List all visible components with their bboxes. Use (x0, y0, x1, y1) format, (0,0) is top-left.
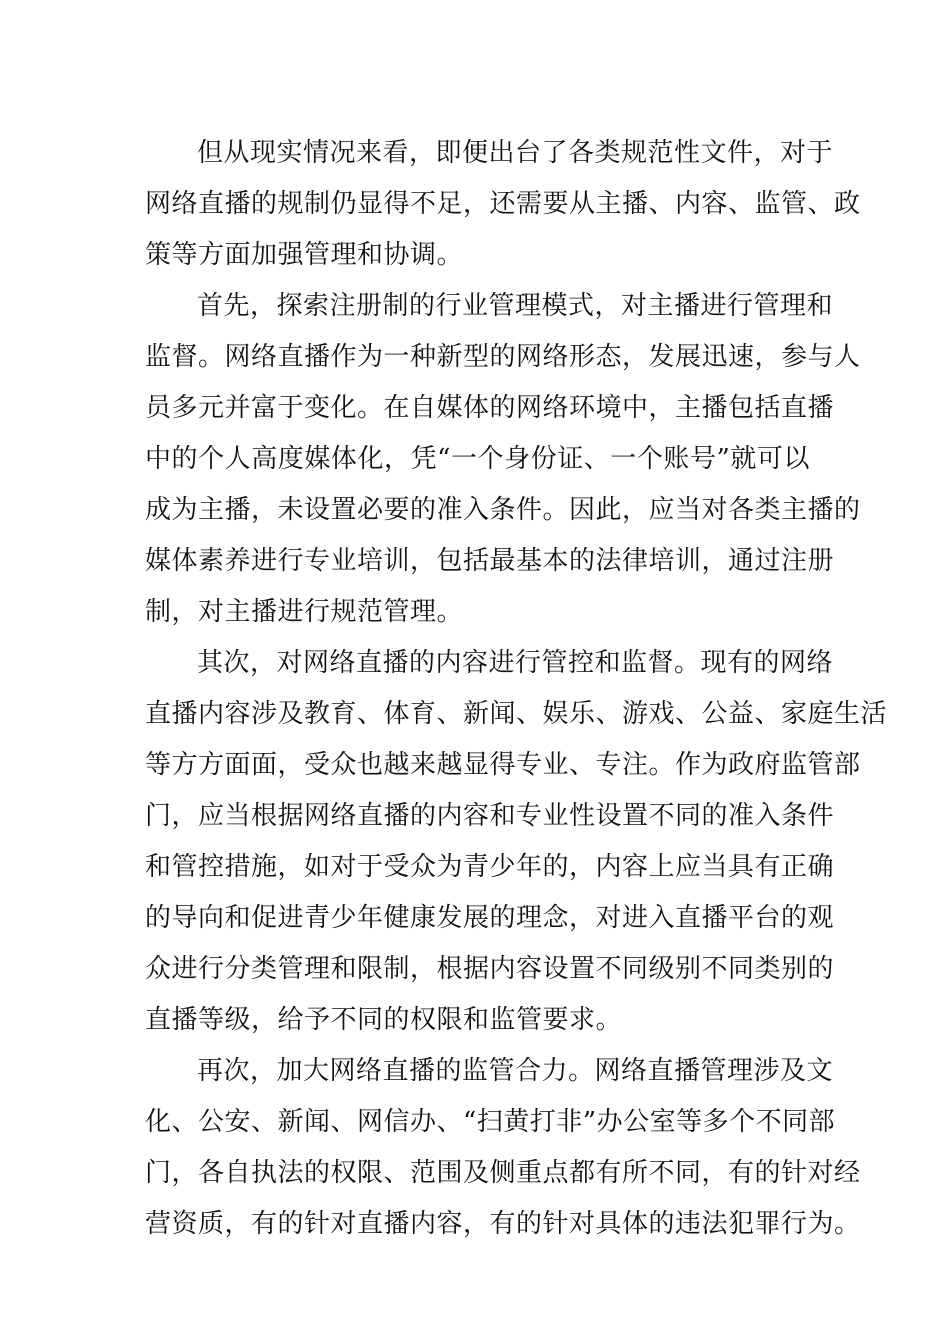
paragraph-1 (145, 128, 861, 281)
text-line: 众进行分类管理和限制，根据内容设置不同级别不同类别的 (145, 954, 835, 984)
text-line: 的导向和促进青少年健康发展的理念，对进入直播平台的观 (145, 903, 835, 933)
text-line: 但从现实情况来看，即便出台了各类规范性文件，对于 (197, 138, 834, 168)
text-line: 化、公安、新闻、网信办、“扫黄打非”办公室等多个不同部 (145, 1107, 836, 1137)
text-line: 首先，探索注册制的行业管理模式，对主播进行管理和 (197, 291, 834, 321)
text-line: 和管控措施，如对于受众为青少年的，内容上应当具有正确 (145, 852, 835, 882)
text-line: 策等方面加强管理和协调。 (145, 240, 464, 270)
text-line: 门，各自执法的权限、范围及侧重点都有所不同，有的针对经 (145, 1158, 861, 1188)
text-line: 员多元并富于变化。在自媒体的网络环境中，主播包括直播 (145, 393, 835, 423)
document-body (145, 128, 888, 1250)
text-line: 等方方面面，受众也越来越显得专业、专注。作为政府监管部 (145, 750, 861, 780)
text-line: 直播等级，给予不同的权限和监管要求。 (145, 1005, 623, 1035)
text-line: 营资质，有的针对直播内容，有的针对具体的违法犯罪行为。 (145, 1209, 861, 1239)
text-line: 制，对主播进行规范管理。 (145, 597, 464, 627)
paragraph-2 (145, 281, 861, 638)
text-line: 再次，加大网络直播的监管合力。网络直播管理涉及文 (197, 1056, 834, 1086)
text-line: 监督。网络直播作为一种新型的网络形态，发展迅速，参与人 (145, 342, 861, 372)
text-line: 中的个人高度媒体化，凭“一个身份证、一个账号”就可以 (145, 444, 810, 474)
text-line: 网络直播的规制仍显得不足，还需要从主播、内容、监管、政 (145, 189, 861, 219)
text-line: 其次，对网络直播的内容进行管控和监督。现有的网络 (197, 648, 834, 678)
text-line: 门，应当根据网络直播的内容和专业性设置不同的准入条件 (145, 801, 835, 831)
text-line: 媒体素养进行专业培训，包括最基本的法律培训，通过注册 (145, 546, 835, 576)
text-line: 成为主播，未设置必要的准入条件。因此，应当对各类主播的 (145, 495, 861, 525)
text-line: 直播内容涉及教育、体育、新闻、娱乐、游戏、公益、家庭生活 (145, 699, 888, 729)
paragraph-3 (145, 638, 888, 1046)
paragraph-4 (145, 1046, 861, 1250)
